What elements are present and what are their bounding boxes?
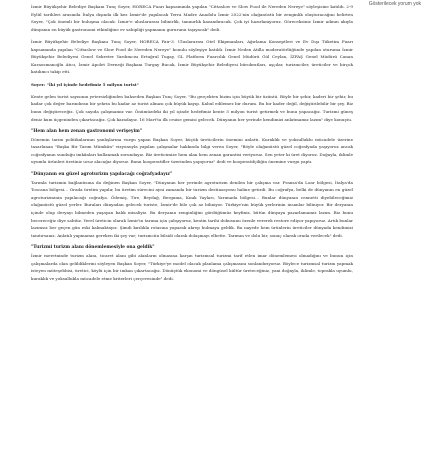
article-paragraph-intro: İzmir Büyükşehir Belediye Başkanı Tunç Soyer, HORECA Fuarı kapsamında yapılan "Cittaslow ve Slow Food ile Nereden Nereye" söyleşisine katıldı. 2-9 Eylül tarihleri arasında İtalya dışında ilk kez İzmir'de yapılacak Terra Madre Anadolu İzmir 2022'nin olağanüstü bir zenginlik oluşturacağını belirten Soyer, "Çok önemli bir buluşma olacak. İzmir'e uluslararası bilinirlik, tanınırlık kazandıracak. Çok iyi hazırlanıyoruz. Göreceksiniz İzmir adının akıyla dünyanın en büyük gastronomi etkinliğine ev sahipliği yapmanın gururunu taşıyacak" dedi. xyxy=(31,4,353,32)
article-paragraph-participants: İzmir Büyükşehir Belediye Başkanı Tunç Soyer, HORECA Fair-3. Uluslararası Otel Ekipmanları, Ağırlama Konseptleri ve Ev Dışı Tüketim Fuarı kapsamında yapılan "Cittaslow ve Slow Food ile Nereden Nereye" konulu söyleşiye katıldı. İzmir Neden Atilla moderatörlüğünde yapılan oturuma İzmir Büyükşehir Belediyesi Genel Sekreter Yardımcısı Ertuğrul Tugay, GL Platform Fuarcılık Genel Müdürü Gül Ceylan, İZFAŞ Genel Müdürü Canan Karaosmanoğlu Atıcı, İzmir Apolet Derneği Başkanı Turgay Bucak, İzmir Büyükşehir Belediyesi bürokratları, aşçılar, turizmciler, üreticiler ve birçok katılımcı takip etti. xyxy=(31,38,353,75)
article-paragraph-tourism-target: Kente gelen turist sayısının yetersizliğinden bahseden Başkan Tunç Soyer, "Bu gerçekten bizim için büyük bir üzüntü. Böyle bir şehir, kaderi bir şehir, bu kadar çok değer barındıran bir şehrin bu kadar az turist alması çok büyük kayıp. Kabul edilemez bir durum. Bu bir kader değil, değiştirilebilir bir şey. Biz bunu değiştireceğiz. Çok sayıda çalışmamız var. Önümüzdeki iki yıl içinde hedefimiz kente 5 milyon turist getirmek ve bunu yapacağız. Turizmi güneş deniz kum üçgeninden çıkartacağız. Çok karadayız. 16 Mart'ta ilk cruise gemisi gelecek. Dünyanın her yerinde kendimizi anlatmamız lazım" diye konuştu. xyxy=(31,93,353,122)
news-article xyxy=(31,3,353,287)
section-heading-agrotourism: "Dünyanın en güzel agroturizm yapılacağı coğrafyadayız" xyxy=(31,171,173,177)
article-paragraph-zoning: İzmir meretninde turizm alanı, ticaret alanı gibi alanların olmasına karşın turizmsal turizmi tarif etlen imar dönemlemesi olmadığını ve bunun için çalışmalarda olan gelildiklerini söyleyen Başkan Soyer, "Türkiye'ye model olacak planlama çalışmasını sonlandırıyoruz. Böylece turizmsal turizm yapmak isteyen müteşebbisi, üretici, köylü için bir imkan çıkartacağız. Dönüştük ekonomi ve döngüsel kültür üreteceğiniz, yani doğayla, iklimle, toprakla uyumlu, kuraklık ve yoksullukla mücadele etme kriterleri çerçevesinde" dedi. xyxy=(31,253,353,281)
section-heading-zoning: "Turizmi turizm alanı dönemlemesiyle ona geldik" xyxy=(31,245,155,250)
article-quote-heading: Soyer: "İki yıl içinde hedefimiz 5 milyon turist" xyxy=(31,81,139,87)
no-comments-note: Gösterilecek yorum yok xyxy=(368,1,421,7)
article-paragraph-cooperatives: Dönemin tarım politikalarının yanlışlarına vurgu yapan Başkan Soyer, küçük üreticilerin önemini anlattı. Kuraklık ve yoksulluklu mücadele üzerine tasarlanan "Başka Bir Tarım Mümkün" vizyonuyla yapılan çalışmalar hakkında bilgi veren Soyer, "Böyle olağanüstü güzel coğrafyada yaşıyoruz ancak coğrafyanın sunduğu imkânları kullanmak zorundayız. Biz üreticimize hem alan hem zenan garantisi veriyoruz. Sen yeter ki üret diyoruz. Doğayla, iklimle uyumlu ürünleri üretiniz ucuz alacağız diyoruz. Bunu kooperatifler üzerinden yapıyoruz" dedi ve kooperatifçiliğin önemine vurgu yaptı. xyxy=(31,136,353,165)
section-heading-purchase-guarantee: "Hem alan hem zenan gastronomi verişeyim" xyxy=(31,128,143,134)
article-paragraph-agrotourism: Tarımla turizmin bağlantısına da değinen Başkan Soyer, "Dünyanın her yerinde agroturizm denilen bir çalışma var. Fransa'da Loar bölgesi, İtalya'da Toscana bölgesi… Orada üretim yapılır, bu üretim sürecini ayni zamanda bir turizm destinasyonu haline getirdi. Bu coğrafya, belki de dünyanın en güzel agroturizminin yapılacağı coğrafya. Ödemiş, Tire, Beydağ, Bergama, Kınık Yayları, Yarımada bölgesi… Bunlar dünyanın cennetti diyebileceğimiz olağanüstü güzel yerler. Buraları dünyadan gelecek turiste, İzmir'de bile çok az biliniyor. Türkiye'nin büyük yerlerinin insanlar biliniyor. Bir deryanın içinde olup deryayı bilmeden yaşayan balık misaliyiz. Bu deryanın zenginliğini gördüğümüz keyfiniz, bütün dünyaya pazarlamamız lazım. Biz bunu becereceğiz diye sabitiz. Yerel üreticin olarak İzmir'in tarıma için çabşıyoruz, kentin tarihi dokusunu özenle vererek restore ediyor yapıyoruz. Artık bunlar lazımsız her geçen gün eski kalmaktayız. Şimdi kırılıkla rotasına yaparak akrep bulmaya geldik. Bu nayede hem ürünlerin üreticiler dünyada kendimizi tanıtırsanız. Anlatılı yapmamız gereken iki şey var; turizmciin bilsidi olarak dolaşmayı elbette. Tarımın ve dolu bir, sonuç olarak orada verilecek" dedi. xyxy=(31,179,353,238)
